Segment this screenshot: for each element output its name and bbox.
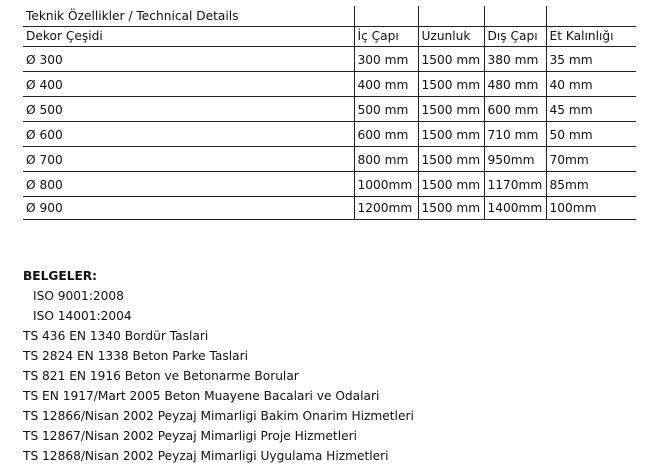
- table-cell: 500 mm: [354, 97, 418, 122]
- table-cell: 1500 mm: [418, 122, 484, 147]
- documents-heading: BELGELER:: [23, 269, 98, 283]
- table-cell: Ø 900: [23, 197, 354, 220]
- standard-item: TS 12867/Nisan 2002 Peyzaj Mimarligi Proje Hizmetleri: [23, 429, 357, 443]
- table-cell: 480 mm: [484, 72, 546, 97]
- standard-item: TS 12866/Nisan 2002 Peyzaj Mimarligi Bakim Onarim Hizmetleri: [23, 409, 414, 423]
- table-cell: 800 mm: [354, 147, 418, 172]
- standard-item: TS EN 1917/Mart 2005 Beton Muayene Bacalari ve Odalari: [23, 389, 380, 403]
- table-cell: 710 mm: [484, 122, 546, 147]
- table-caption-blank: [354, 6, 418, 27]
- table-cell: Ø 700: [23, 147, 354, 172]
- table-row: [23, 47, 636, 72]
- table-cell: 950mm: [484, 147, 546, 172]
- table-cell: 600 mm: [484, 97, 546, 122]
- table-cell: 1000mm: [354, 172, 418, 197]
- standard-item: TS 436 EN 1340 Bordür Taslari: [23, 329, 209, 343]
- table-cell: 400 mm: [354, 72, 418, 97]
- table-cell: 85mm: [546, 172, 636, 197]
- table-caption-row: [23, 6, 636, 27]
- table-cell: 1500 mm: [418, 147, 484, 172]
- column-header-ic-cap: İç Çapı: [354, 27, 418, 47]
- table-caption-blank: [546, 6, 636, 27]
- table-cell: Ø 300: [23, 47, 354, 72]
- table-cell: 1500 mm: [418, 172, 484, 197]
- table-cell: 1500 mm: [418, 97, 484, 122]
- table-row: [23, 122, 636, 147]
- standard-item: TS 2824 EN 1338 Beton Parke Taslari: [23, 349, 248, 363]
- table-row: [23, 147, 636, 172]
- iso-certificate: ISO 9001:2008: [33, 289, 124, 303]
- table-cell: 1170mm: [484, 172, 546, 197]
- column-header-dis-cap: Dış Çapı: [484, 27, 546, 47]
- standard-item: TS 12868/Nisan 2002 Peyzaj Mimarligi Uygulama Hizmetleri: [23, 449, 389, 463]
- table-caption-blank: [484, 6, 546, 27]
- table-cell: 100mm: [546, 197, 636, 220]
- table-header-row: [23, 27, 636, 47]
- table-caption-blank: [418, 6, 484, 27]
- table-cell: Ø 600: [23, 122, 354, 147]
- table-cell: 70mm: [546, 147, 636, 172]
- table-cell: 1500 mm: [418, 72, 484, 97]
- column-header-dekor: Dekor Çeşidi: [23, 27, 354, 47]
- table-cell: Ø 800: [23, 172, 354, 197]
- table-cell: 35 mm: [546, 47, 636, 72]
- technical-details-table: [23, 6, 636, 220]
- table-cell: 300 mm: [354, 47, 418, 72]
- iso-certificate: ISO 14001:2004: [33, 309, 132, 323]
- table-cell: 600 mm: [354, 122, 418, 147]
- column-header-uzunluk: Uzunluk: [418, 27, 484, 47]
- table-cell: Ø 500: [23, 97, 354, 122]
- table-row: [23, 72, 636, 97]
- table-cell: Ø 400: [23, 72, 354, 97]
- documents-section: [23, 266, 414, 466]
- table-cell: 50 mm: [546, 122, 636, 147]
- table-cell: 380 mm: [484, 47, 546, 72]
- table-cell: 1200mm: [354, 197, 418, 220]
- table-row: [23, 172, 636, 197]
- column-header-et-kalinligi: Et Kalınlığı: [546, 27, 636, 47]
- table-cell: 40 mm: [546, 72, 636, 97]
- table-caption: Teknik Özellikler / Technical Details: [23, 6, 354, 27]
- standard-item: TS 821 EN 1916 Beton ve Betonarme Borular: [23, 369, 299, 383]
- table-cell: 1400mm: [484, 197, 546, 220]
- table-row: [23, 197, 636, 220]
- table-row: [23, 97, 636, 122]
- table-cell: 1500 mm: [418, 47, 484, 72]
- table-cell: 1500 mm: [418, 197, 484, 220]
- table-cell: 45 mm: [546, 97, 636, 122]
